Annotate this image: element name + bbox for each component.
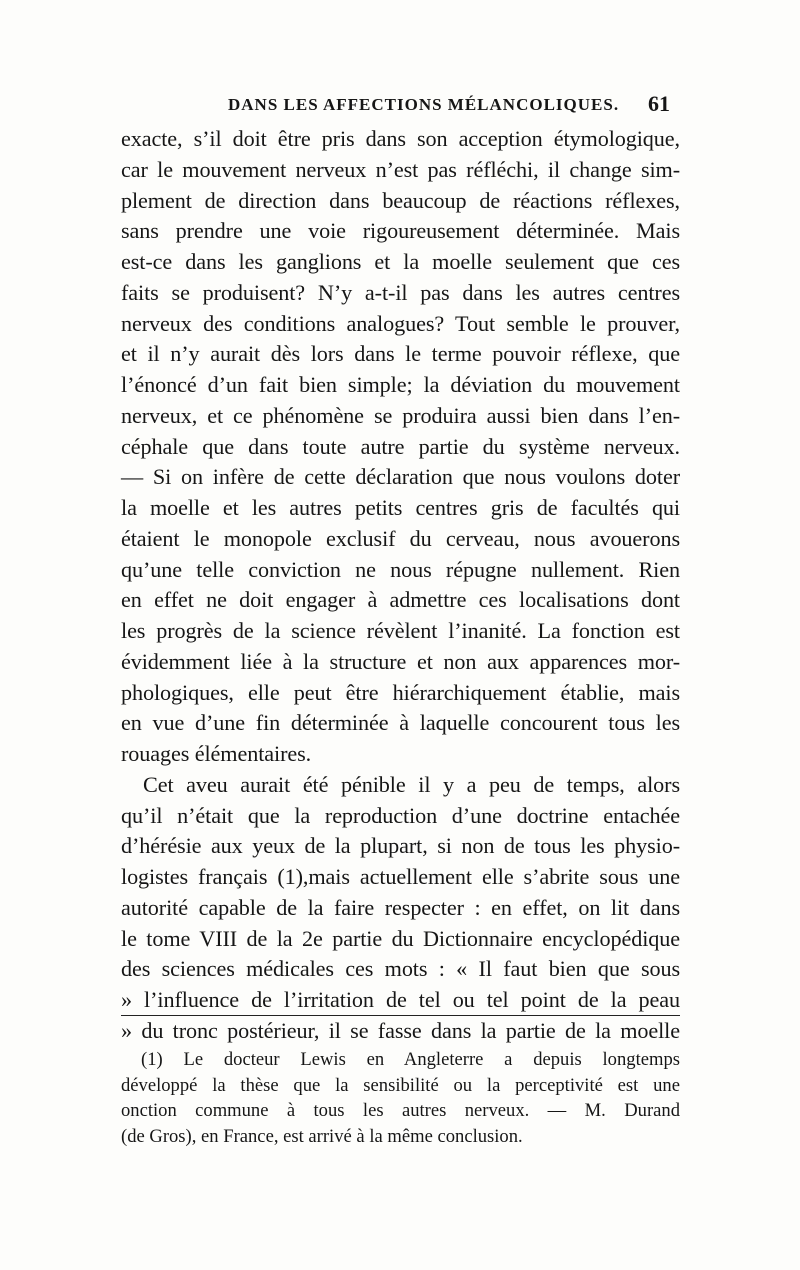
footnote [121, 1047, 680, 1149]
text-line: autorité capable de la faire respecter : en effet, on lit dans [121, 894, 680, 920]
text-line: qu’il n’était que la reproduction d’une doctrine entachée [121, 802, 680, 828]
text-line: exacte, s’il doit être pris dans son acception étymologique, [121, 126, 680, 151]
text-line: le tome VIII de la 2e partie du Dictionnaire encyclopédique [121, 925, 680, 951]
text-line: la moelle et les autres petits centres gris de facultés qui [121, 495, 680, 520]
text-line: en effet ne doit engager à admettre ces localisations dont [121, 587, 680, 613]
body-text [121, 124, 680, 1047]
text-line: d’hérésie aux yeux de la plupart, si non de tous les physio- [121, 833, 680, 859]
text-line: nerveux, et ce phénomène se produira aussi bien dans l’en- [121, 402, 680, 428]
text-line: » du tronc postérieur, il se fasse dans la partie de la moelle [121, 1017, 680, 1043]
text-line: qu’une telle conviction ne nous répugne nullement. Rien [121, 556, 680, 582]
text-line: et il n’y aurait dès lors dans le terme pouvoir réflexe, que [121, 341, 680, 367]
text-line: est-ce dans les ganglions et la moelle seulement que ces [121, 249, 680, 274]
page-number: 61 [648, 91, 670, 116]
text-line: faits se produisent? N’y a-t-il pas dans les autres centres [121, 279, 680, 305]
text-line: plement de direction dans beaucoup de réactions réflexes, [121, 187, 680, 213]
text-line: car le mouvement nerveux n’est pas réfléchi, il change sim- [121, 156, 680, 182]
text-line: » l’influence de l’irritation de tel ou tel point de la peau [121, 987, 680, 1012]
text-line: logistes français (1),mais actuellement elle s’abrite sous une [121, 864, 680, 889]
text-line: Cet aveu aurait été pénible il y a peu de temps, alors [143, 771, 680, 797]
text-line: nerveux des conditions analogues? Tout semble le prouver, [121, 310, 680, 336]
footnote-line: développé la thèse que la sensibilité ou la perceptivité est une [121, 1074, 680, 1096]
footnote-rule [121, 1015, 680, 1016]
footnote-line: (1) Le docteur Lewis en Angleterre a depuis longtemps [141, 1049, 680, 1070]
page-header [120, 91, 680, 121]
text-line: des sciences médicales ces mots : « Il faut bien que sous [121, 956, 680, 982]
text-line: phologiques, elle peut être hiérarchiquement établie, mais [121, 679, 680, 705]
text-line: sans prendre une voie rigoureusement déterminée. Mais [121, 218, 680, 244]
text-line: céphale que dans toute autre partie du système nerveux. [121, 433, 680, 459]
text-line: en vue d’une fin déterminée à laquelle concourent tous les [121, 710, 680, 736]
text-line: évidemment liée à la structure et non aux apparences mor- [121, 648, 680, 674]
text-line: étaient le monopole exclusif du cerveau, nous avouerons [121, 525, 680, 551]
text-line: l’énoncé d’un fait bien simple; la déviation du mouvement [121, 372, 680, 397]
footnote-line: onction commune à tous les autres nerveux. — M. Durand [121, 1100, 680, 1122]
running-title: DANS LES AFFECTIONS MÉLANCOLIQUES. [228, 95, 620, 114]
text-line: — Si on infère de cette déclaration que nous voulons doter [121, 464, 680, 490]
text-line: rouages élémentaires. [121, 741, 312, 766]
footnote-line: (de Gros), en France, est arrivé à la même conclusion. [121, 1125, 523, 1147]
text-line: les progrès de la science révèlent l’inanité. La fonction est [121, 618, 680, 643]
